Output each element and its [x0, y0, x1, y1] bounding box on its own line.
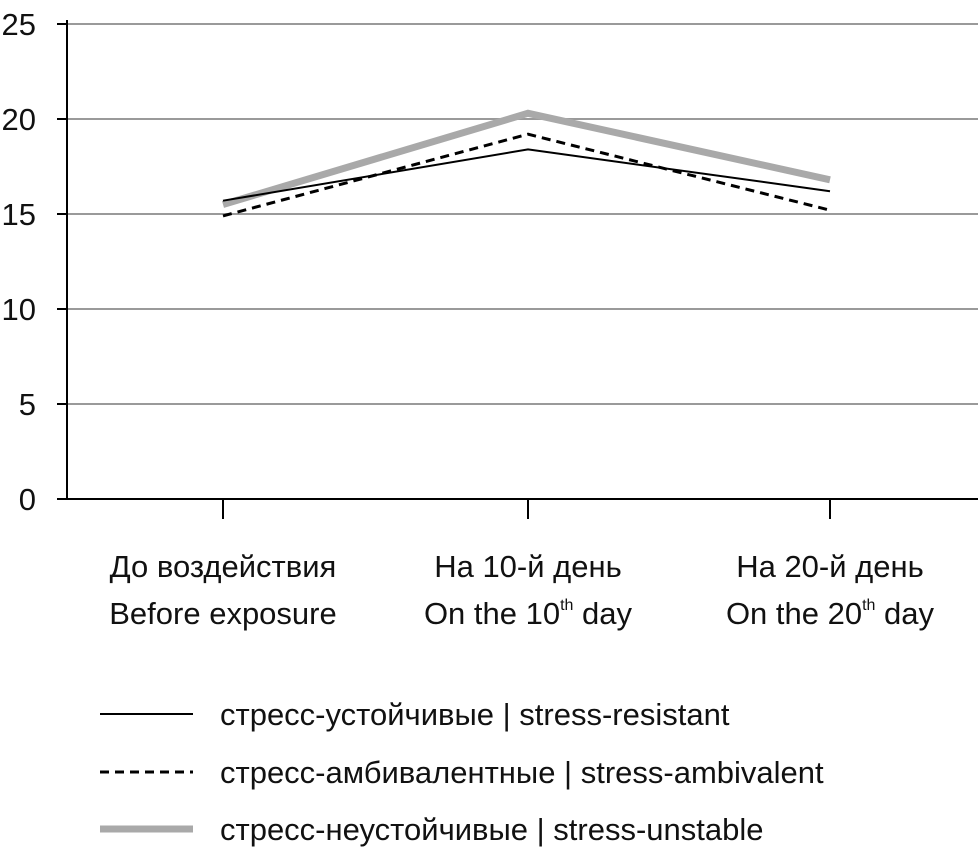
legend-label: стресс-устойчивые | stress-resistant	[220, 697, 730, 732]
x-tick-label-ru: На 10-й день	[434, 549, 622, 584]
gridlines	[67, 24, 978, 404]
x-tick-label-en-main: Before exposure	[109, 596, 337, 631]
x-tick-label-en	[726, 596, 935, 631]
axes	[57, 20, 978, 499]
y-tick-label: 10	[1, 292, 36, 327]
legend	[100, 697, 824, 847]
x-tick-label-en-sup: th	[862, 597, 876, 614]
x-tick-label-ru: На 20-й день	[736, 549, 924, 584]
x-tick-label-en-rest: day	[573, 596, 633, 631]
x-tick-label-ru: До воздействия	[109, 549, 337, 584]
x-tick-label-en	[109, 596, 336, 631]
x-tick-label-en	[424, 596, 633, 631]
series-lines	[223, 113, 830, 216]
x-tick-label-en-main: On the 20	[725, 596, 863, 631]
legend-label: стресс-амбивалентные | stress-ambivalent	[220, 755, 824, 790]
x-ticks	[109, 499, 934, 631]
y-tick-label: 20	[1, 102, 36, 137]
x-tick-label-en-rest: day	[875, 596, 935, 631]
y-tick-labels	[2, 7, 67, 517]
y-tick-label: 5	[18, 387, 36, 422]
y-tick-label: 0	[18, 482, 36, 517]
y-tick-label: 15	[1, 197, 36, 232]
y-tick-label: 25	[1, 7, 36, 42]
x-tick-label-en-sup: th	[560, 597, 574, 614]
x-tick-label-en-main: On the 10	[423, 596, 561, 631]
legend-label: стресс-неустойчивые | stress-unstable	[220, 812, 764, 847]
